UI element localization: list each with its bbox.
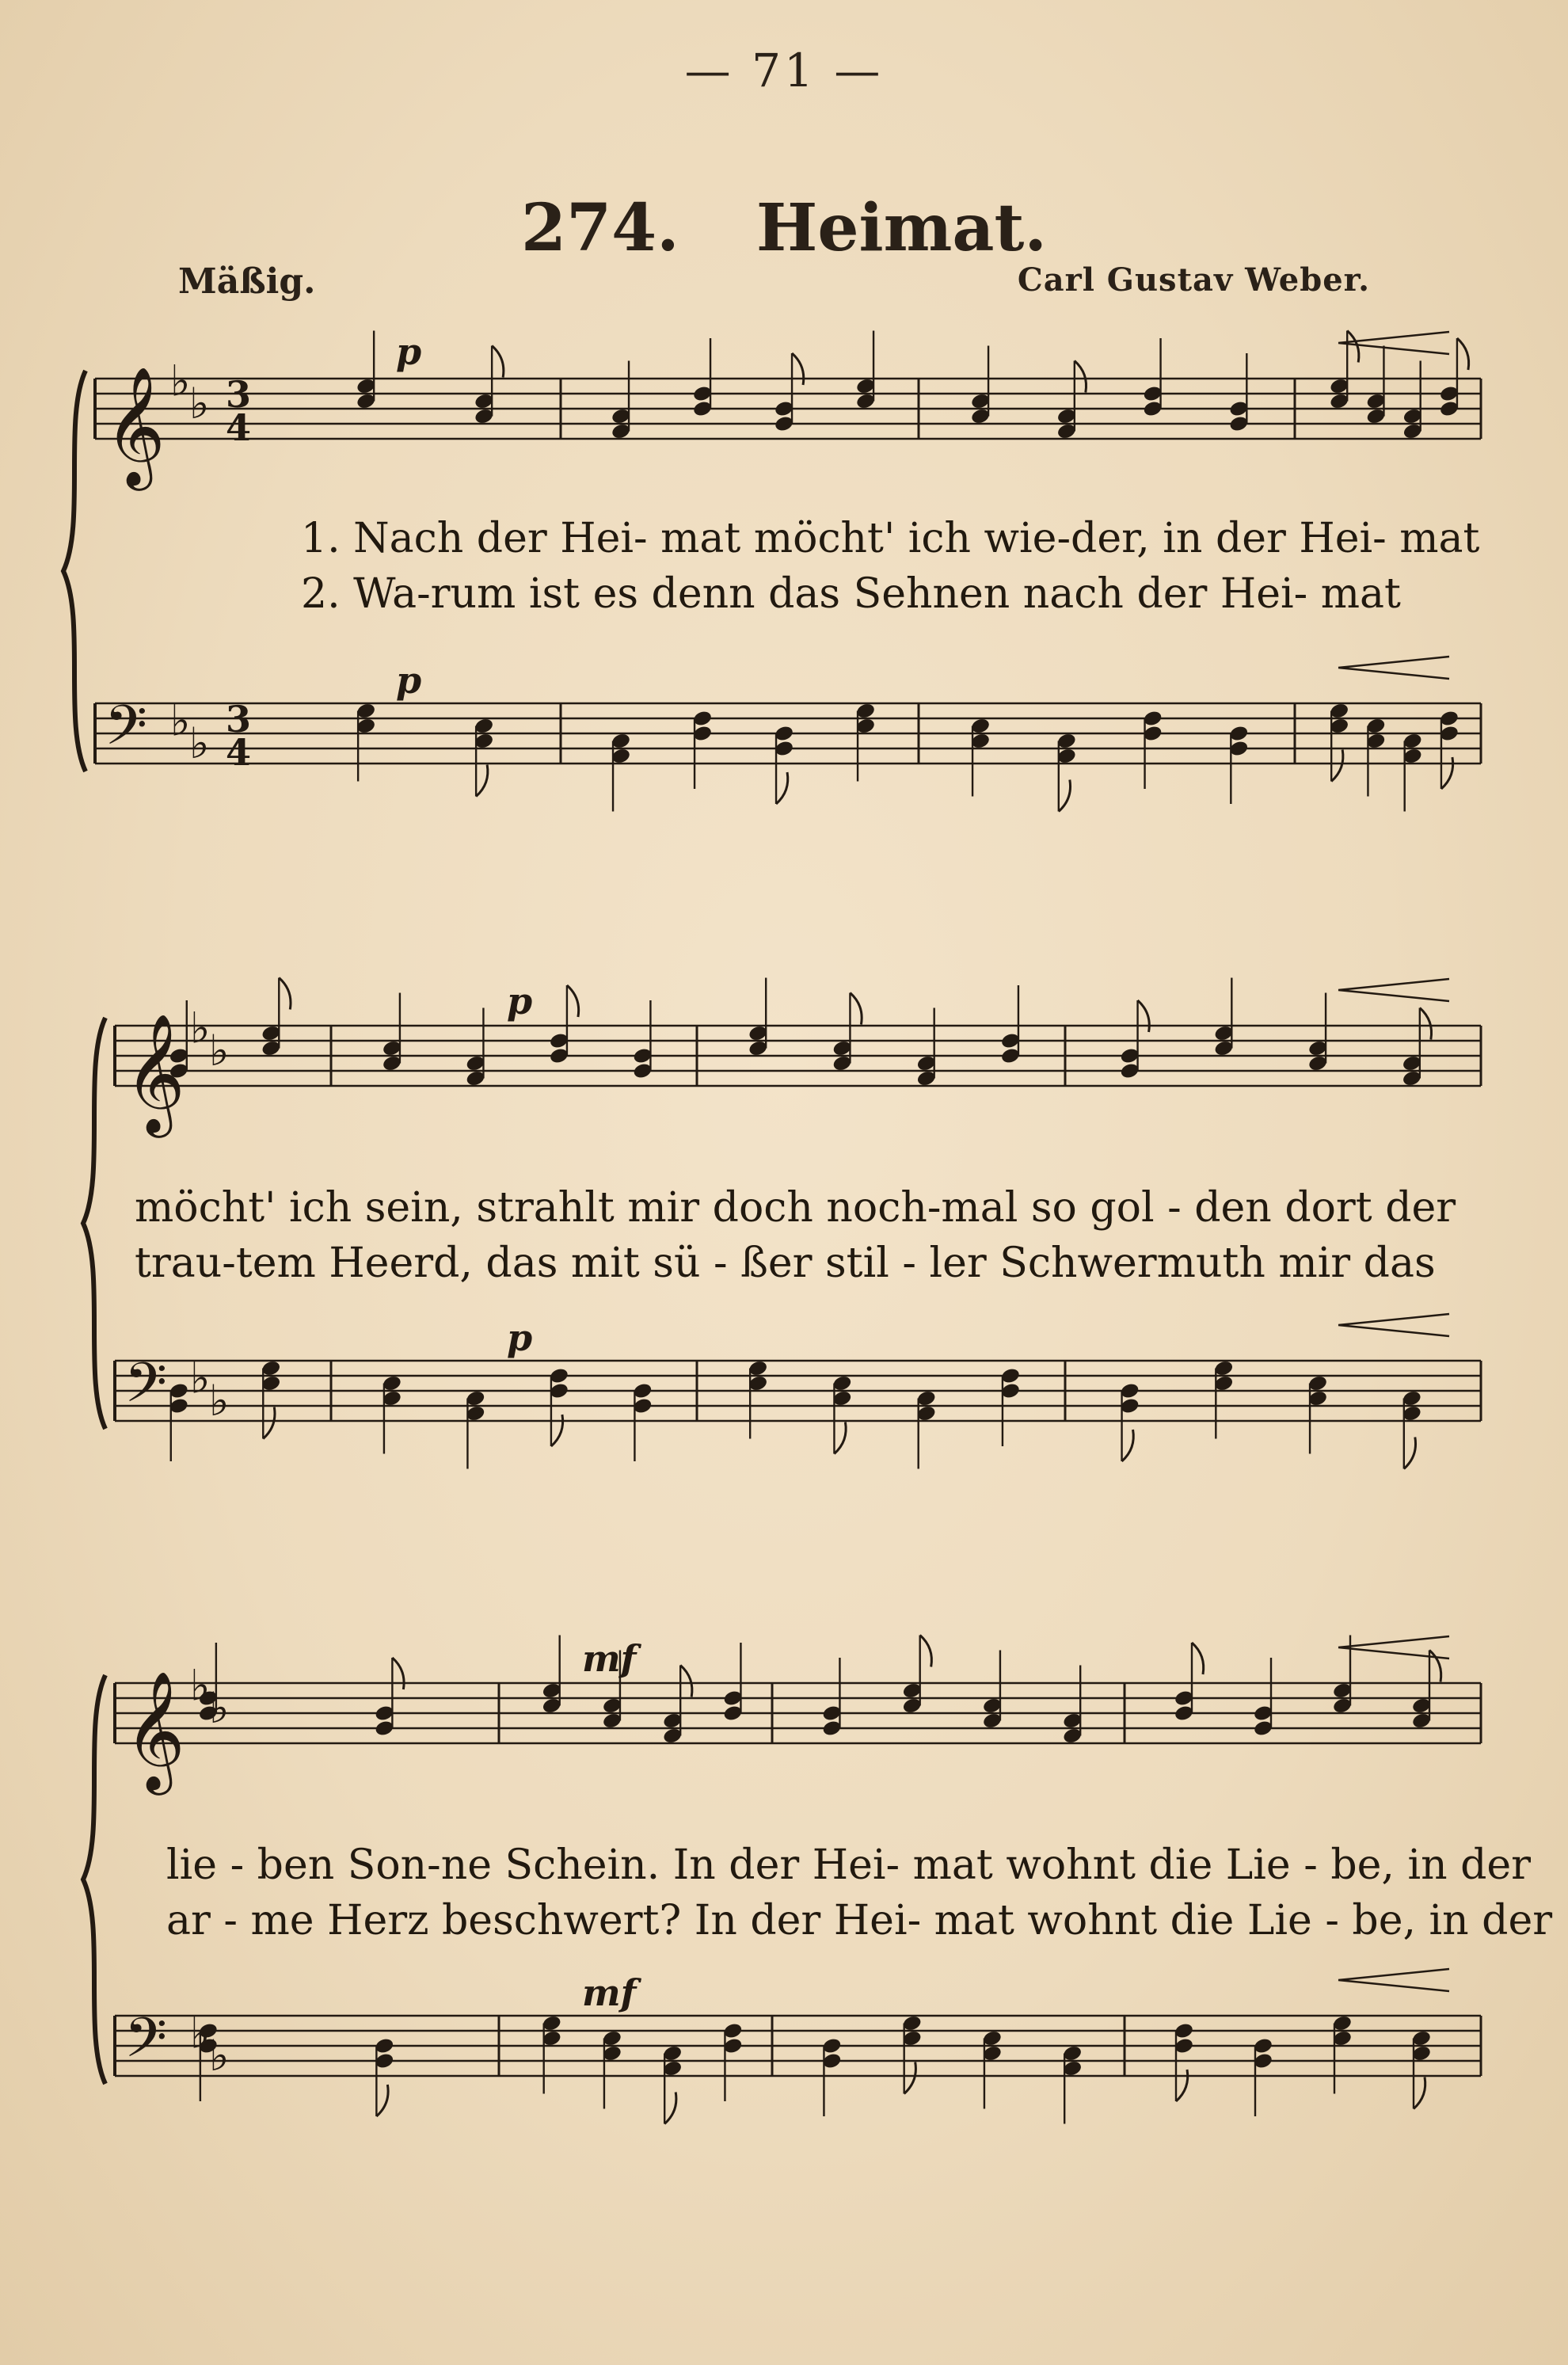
note-flag [492, 346, 504, 378]
note-flag [392, 1658, 404, 1689]
crescendo-hairpin [1338, 1314, 1449, 1336]
note-flag [263, 1407, 275, 1439]
lyric-line-2-2: trau-tem Heerd, das mit sü - ßer stil - ler Schwermuth mir das [135, 1240, 1436, 1287]
note-flag [376, 2085, 388, 2116]
flat-icon: ♭ [189, 718, 210, 768]
flat-icon: ♭ [190, 1660, 211, 1711]
dynamic-marking: mf [582, 1637, 637, 1680]
note-flag [567, 985, 579, 1017]
note-flag [1138, 1000, 1150, 1032]
page-number: — 71 — [684, 44, 884, 97]
crescendo-hairpin [1338, 1969, 1449, 1991]
flat-icon: ♭ [190, 1003, 211, 1053]
treble-clef-icon: 𝄞 [105, 365, 166, 486]
note-flag [1414, 2077, 1425, 2109]
note-flag [1176, 2070, 1188, 2101]
note-flag [476, 765, 488, 797]
note-flag [680, 1666, 692, 1697]
dynamic-marking: p [507, 1316, 533, 1359]
note-flag [1059, 780, 1071, 812]
time-signature-denominator: 4 [226, 406, 252, 449]
note-flag [1429, 1651, 1441, 1682]
note-flag [279, 978, 291, 1010]
note-flag [1075, 361, 1087, 393]
note-flag [1457, 338, 1469, 370]
note-flag [1122, 1430, 1134, 1461]
note-flag [551, 1415, 563, 1446]
note-flag [792, 353, 804, 385]
note-flag [850, 993, 862, 1025]
crescendo-hairpin [1338, 1636, 1449, 1659]
dynamic-marking: mf [582, 1971, 637, 2014]
lyric-line-1-2: 2. Wa-rum ist es denn das Sehnen nach der Hei- mat [301, 570, 1401, 618]
flat-icon: ♭ [190, 1353, 211, 1403]
note-flag [1347, 331, 1359, 363]
treble-clef-icon: 𝄞 [124, 1670, 185, 1790]
dynamic-marking: p [396, 659, 422, 702]
flat-icon: ♭ [189, 379, 210, 428]
time-signature-numerator: 3 [226, 698, 252, 741]
note-flag [1420, 1008, 1432, 1040]
treble-clef-icon: 𝄞 [124, 1012, 185, 1133]
crescendo-hairpin [1338, 979, 1449, 1001]
dynamic-marking: p [396, 330, 422, 373]
lyric-line-2-1: möcht' ich sein, strahlt mir doch noch-mal so gol - den dort der [135, 1184, 1456, 1232]
composer-name: Carl Gustav Weber. [1017, 261, 1370, 299]
song-number: 274. [521, 190, 679, 266]
brace [83, 1018, 105, 1429]
bass-clef-icon: 𝄢 [124, 2005, 168, 2083]
lyric-line-3-2: ar - me Herz beschwert? In der Hei- mat wohnt die Lie - be, in der [166, 1897, 1553, 1944]
bass-clef-icon: 𝄢 [124, 1350, 168, 1428]
flat-icon: ♭ [209, 1683, 230, 1733]
flat-icon: ♭ [170, 695, 191, 746]
note-flag [1404, 1438, 1416, 1469]
note-flag [1441, 757, 1453, 789]
flat-icon: ♭ [209, 2031, 230, 2081]
brace [63, 371, 86, 771]
song-title: Heimat. [755, 190, 1047, 266]
tempo-marking: Mäßig. [178, 261, 316, 302]
flat-icon: ♭ [190, 2008, 211, 2058]
time-signature-numerator: 3 [226, 373, 252, 416]
crescendo-hairpin [1338, 657, 1449, 679]
time-signature-denominator: 4 [226, 731, 252, 774]
note-flag [1192, 1643, 1204, 1674]
note-flag [904, 2062, 916, 2094]
note-flag [1331, 750, 1343, 782]
lyric-line-1-1: 1. Nach der Hei- mat möcht' ich wie-der, in der Hei- mat [301, 515, 1480, 562]
lyric-line-3-1: lie - ben Son-ne Schein. In der Hei- mat wohnt die Lie - be, in der [166, 1841, 1532, 1889]
bass-clef-icon: 𝄢 [105, 693, 148, 771]
flat-icon: ♭ [209, 1376, 230, 1426]
flat-icon: ♭ [209, 1026, 230, 1076]
crescendo-hairpin [1338, 332, 1449, 354]
flat-icon: ♭ [170, 356, 191, 406]
dynamic-marking: p [507, 980, 533, 1023]
note-flag [920, 1636, 932, 1667]
note-flag [664, 2093, 676, 2124]
brace [83, 1675, 105, 2084]
note-flag [834, 1422, 846, 1454]
note-flag [776, 772, 788, 804]
